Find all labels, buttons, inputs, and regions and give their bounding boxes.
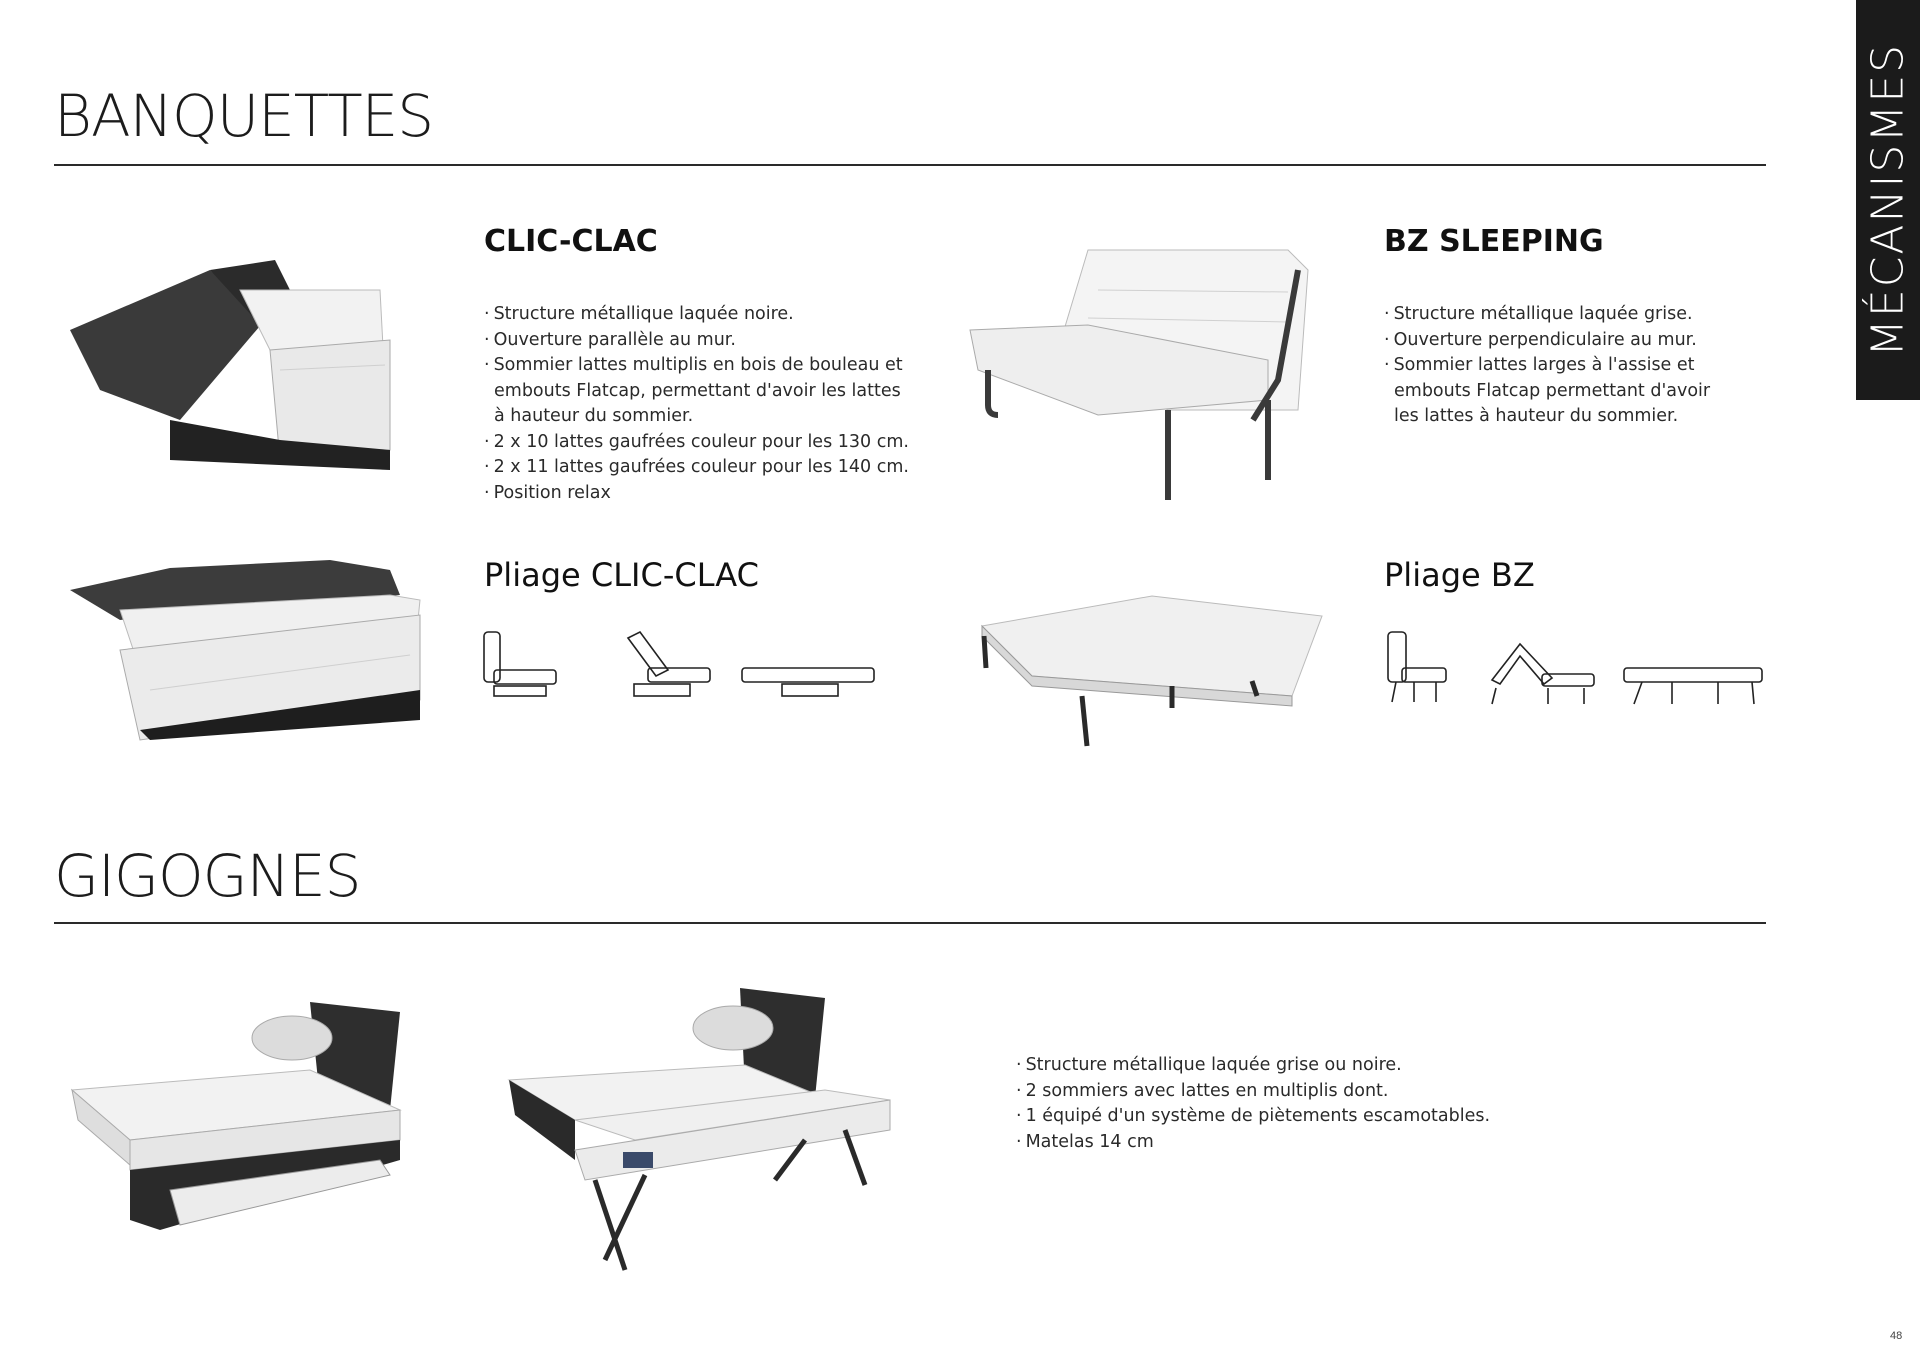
clic-clac-photo-bed [60,540,430,740]
list-item: · Sommier lattes multiplis en bois de bouleau et embouts Flatcap, permettant d'avoir les lattes à hauteur du sommier. [484,353,914,430]
gigogne-photo-closed [70,990,410,1240]
list-item: · 2 x 11 lattes gaufrées couleur pour les 140 cm. [484,455,914,481]
section-title-banquettes: BANQUETTES [54,82,434,150]
clic-clac-fold-diagram-bed [740,664,880,704]
list-item: · Position relax [484,481,914,507]
gigognes-features [1016,1053,1536,1155]
section-divider [54,164,1766,166]
clic-clac-title: CLIC-CLAC [484,224,658,259]
list-item: · Sommier lattes larges à l'assise et embouts Flatcap permettant d'avoir les lattes à hauteur du sommier. [1384,353,1714,430]
page-number: 48 [1890,1330,1903,1342]
list-item: · Ouverture perpendiculaire au mur. [1384,328,1714,354]
bz-fold-diagram-bed [1622,664,1767,712]
clic-clac-fold-diagram-sitting [480,628,560,703]
clic-clac-fold-diagram-relax [618,630,718,705]
bz-sleeping-title: BZ SLEEPING [1384,224,1604,259]
clic-clac-features [484,302,914,506]
bz-sleeping-features [1384,302,1714,430]
bz-sleeping-photo-bed [972,586,1332,756]
list-item: · Structure métallique laquée noire. [484,302,914,328]
list-item: · Ouverture parallèle au mur. [484,328,914,354]
side-tab [1856,0,1920,400]
side-tab-label: MÉCANISMES [1862,42,1914,358]
bz-fold-diagram-sitting [1384,628,1454,708]
list-item: · Matelas 14 cm [1016,1130,1536,1156]
clic-clac-photo-open [60,220,400,490]
clic-clac-fold-title: Pliage CLIC-CLAC [484,556,759,594]
section-title-gigognes: GIGOGNES [54,842,361,910]
list-item: · Structure métallique laquée grise ou noire. [1016,1053,1536,1079]
list-item: · 2 sommiers avec lattes en multiplis dont. [1016,1079,1536,1105]
bz-fold-diagram-opening [1488,640,1598,710]
bz-fold-title: Pliage BZ [1384,556,1535,594]
list-item: · Structure métallique laquée grise. [1384,302,1714,328]
bz-sleeping-photo-sofa [968,230,1328,520]
section-divider [54,922,1766,924]
list-item: · 1 équipé d'un système de piètements escamotables. [1016,1104,1536,1130]
list-item: · 2 x 10 lattes gaufrées couleur pour les 130 cm. [484,430,914,456]
gigogne-photo-open [505,980,875,1280]
